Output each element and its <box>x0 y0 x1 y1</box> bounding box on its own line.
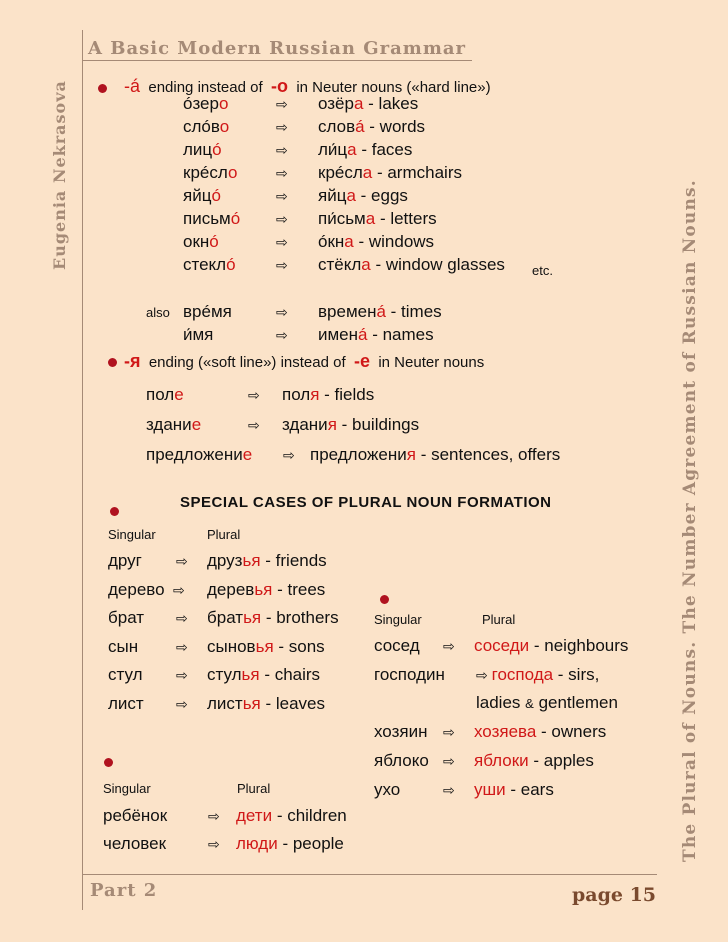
plural-word <box>282 415 419 435</box>
amp-text: & <box>525 696 534 711</box>
plural-word <box>318 140 412 160</box>
word-ending: ья <box>255 636 274 656</box>
singular-word <box>183 186 221 206</box>
word-ending: я <box>327 415 337 434</box>
word-ending: ó <box>212 140 222 159</box>
margin-rule <box>82 30 83 910</box>
word-stem: друз <box>207 551 243 570</box>
singular-word: врéмя <box>183 302 232 321</box>
arrow-icon: ⇨ <box>176 667 188 684</box>
plural-word <box>474 780 554 800</box>
arrow-icon: ⇨ <box>176 610 188 627</box>
word-gloss: - windows <box>353 232 435 251</box>
plural-word <box>318 117 425 137</box>
word-stem: ли́ц <box>318 140 348 159</box>
word-stem: яйц <box>318 186 347 205</box>
word-stem: здани <box>282 415 328 434</box>
chapter-title: The Plural of Nouns. The Number Agreement of Russian Nouns. <box>680 179 700 862</box>
word-gloss: - ears <box>505 780 554 799</box>
word-gloss: - brothers <box>261 608 339 628</box>
word-ending: а <box>361 255 371 274</box>
singular-word: и́мя <box>183 325 214 344</box>
plural-word <box>318 232 434 252</box>
singular-word <box>146 385 184 405</box>
singular-word: хозяин <box>374 722 428 741</box>
word-stem: письм <box>183 209 231 228</box>
singular-word <box>183 140 222 160</box>
etc-label <box>532 259 553 280</box>
plural-word <box>318 163 462 183</box>
word-gloss: - apples <box>528 751 594 770</box>
plural-header: Plural <box>237 781 271 796</box>
word-plural: яблоки <box>474 751 529 770</box>
plural-word <box>474 722 606 742</box>
author-name: Eugenia Nekrasova <box>50 80 69 270</box>
word-plural: люди <box>236 834 278 853</box>
section2-heading <box>124 351 484 372</box>
etc-text: etc. <box>532 263 553 278</box>
word-gloss: - leaves <box>260 694 326 713</box>
bullet-icon <box>104 758 113 767</box>
plural-word <box>318 255 505 275</box>
word-gloss: - names <box>367 325 434 344</box>
page-number: page 15 <box>572 884 657 906</box>
arrow-icon: ⇨ <box>276 234 288 250</box>
word-gloss: - neighbours <box>529 636 629 655</box>
arrow-icon: ⇨ <box>276 96 288 112</box>
word-ending: ья <box>243 608 262 628</box>
word-ending: ья <box>254 579 273 599</box>
word-ending: á <box>358 325 368 344</box>
word-stem: пол <box>282 385 311 404</box>
word-stem: лиц <box>183 140 213 159</box>
plural-word <box>310 445 560 465</box>
word-gloss: - friends <box>260 551 327 570</box>
word-gloss: - fields <box>319 385 375 404</box>
singular-word: человек <box>103 834 167 853</box>
word-stem: дерев <box>207 579 255 599</box>
word-stem: предложени <box>310 445 407 464</box>
bullet-icon <box>98 84 107 93</box>
word-ending: ó <box>209 232 219 251</box>
word-gloss: - lakes <box>363 94 419 113</box>
word-gloss: - trees <box>272 579 326 599</box>
word-plural: уши <box>474 780 506 799</box>
plural-word <box>207 637 325 657</box>
word-ending: ó <box>230 209 241 228</box>
word-ending: ья <box>242 694 261 713</box>
word-ending: á <box>376 302 386 321</box>
arrow-icon: ⇨ <box>208 836 220 852</box>
singular-word <box>146 445 252 465</box>
word-gloss: - times <box>385 302 442 321</box>
arrow-icon: ⇨ <box>443 753 455 769</box>
word-ending: а <box>362 163 373 182</box>
singular-word: господин <box>374 665 445 684</box>
word-ending: а <box>353 94 364 113</box>
section1-heading <box>124 76 491 97</box>
plural-word <box>318 302 442 322</box>
singular-word: стул <box>108 665 143 685</box>
singular-word: сосед <box>374 636 420 655</box>
word-stem: сынов <box>207 636 256 656</box>
plural-word <box>474 751 594 771</box>
plural-word <box>318 94 418 114</box>
word-gloss: - sons <box>273 636 325 656</box>
word-ending: я <box>406 445 416 464</box>
word-stem: лист <box>207 694 243 713</box>
word-ending: ó <box>211 186 221 205</box>
bullet-icon <box>380 595 389 604</box>
arrow-icon: ⇨ <box>176 696 188 712</box>
arrow-icon: ⇨ <box>443 638 455 654</box>
singular-header: Singular <box>374 612 422 627</box>
special-title: SPECIAL CASES OF PLURAL NOUN FORMATION <box>180 494 552 511</box>
footer-rule <box>82 874 657 875</box>
gentlemen-text: gentlemen <box>538 693 618 712</box>
arrow-icon: ⇨ <box>443 724 455 740</box>
plural-word <box>318 186 408 206</box>
word-stem: óкн <box>318 232 345 251</box>
word-stem: óзер <box>183 94 219 113</box>
heading-text: ending («soft line») instead of <box>148 354 346 371</box>
ending-marker: -á <box>124 76 141 96</box>
plural-word <box>318 325 434 345</box>
word-stem: крéсл <box>318 163 363 182</box>
word-stem: предложени <box>146 445 243 464</box>
plural-word <box>207 608 339 628</box>
arrow-icon: ⇨ <box>248 417 260 433</box>
word-gloss: - sirs, <box>553 665 600 684</box>
arrow-icon: ⇨ <box>276 304 288 320</box>
arrow-icon: ⇨ <box>276 211 288 227</box>
arrow-icon: ⇨ <box>276 119 288 135</box>
arrow-icon: ⇨ <box>248 387 260 403</box>
heading-text: ending instead of <box>148 79 263 96</box>
singular-word: брат <box>108 608 145 628</box>
singular-word: ухо <box>374 780 401 799</box>
word-ending: ó <box>226 255 236 274</box>
plural-word <box>207 551 327 571</box>
also-label: also <box>146 305 170 320</box>
word-ending: о <box>219 117 230 136</box>
arrow-icon: ⇨ <box>208 808 220 824</box>
plural-word <box>207 694 325 714</box>
singular-header: Singular <box>108 527 156 542</box>
word-ending: ья <box>241 665 260 685</box>
plural-header: Plural <box>482 612 516 627</box>
word-plural: соседи <box>474 636 530 655</box>
word-gloss: - buildings <box>336 415 420 434</box>
word-gloss: - chairs <box>259 665 321 685</box>
singular-word <box>183 117 229 137</box>
arrow-icon: ⇨ <box>476 667 492 683</box>
word-plural: хозяева <box>474 722 537 741</box>
word-gloss: - letters <box>375 209 437 228</box>
singular-word: яблоко <box>374 751 429 770</box>
word-ending: а <box>365 209 376 228</box>
ending-marker: -е <box>353 351 370 371</box>
bullet-icon <box>110 507 119 516</box>
singular-word: ребёнок <box>103 806 168 825</box>
plural-word <box>207 580 325 600</box>
word-stem: имен <box>318 325 359 344</box>
arrow-icon: ⇨ <box>176 553 188 569</box>
word-ending: е <box>191 415 202 434</box>
word-gloss: - owners <box>536 722 607 741</box>
word-gloss: - sentences, offers <box>415 445 561 464</box>
ladies-gentlemen <box>476 693 618 713</box>
word-ending: е <box>242 445 253 464</box>
singular-word <box>183 209 240 229</box>
word-stem: брат <box>207 608 244 628</box>
word-gloss: - eggs <box>355 186 408 205</box>
word-stem: пол <box>146 385 175 404</box>
word-ending: о <box>218 94 229 113</box>
plural-word <box>282 385 374 405</box>
plural-word <box>236 834 344 854</box>
plural-header: Plural <box>207 527 241 542</box>
bullet-icon <box>108 358 117 367</box>
word-stem: яйц <box>183 186 212 205</box>
book-title: A Basic Modern Russian Grammar <box>88 38 467 59</box>
word-ending: а <box>344 232 354 251</box>
plural-word <box>236 806 347 826</box>
word-ending: á <box>355 117 365 136</box>
part-label: Part 2 <box>90 880 158 901</box>
ending-marker: -о <box>270 76 288 96</box>
header-rule <box>82 60 472 61</box>
arrow-icon: ⇨ <box>443 782 455 798</box>
arrow-icon: ⇨ <box>276 188 288 204</box>
word-gloss: - children <box>272 806 347 825</box>
ending-marker: -я <box>124 351 141 371</box>
plural-word <box>476 665 599 685</box>
word-stem: стул <box>207 665 242 685</box>
singular-word <box>146 415 201 435</box>
word-gloss: - armchairs <box>372 163 462 182</box>
word-plural: господа <box>491 665 554 684</box>
word-gloss: - window glasses <box>370 255 505 274</box>
word-stem: окн <box>183 232 210 251</box>
word-stem: крéсл <box>183 163 228 182</box>
word-stem: времен <box>318 302 377 321</box>
word-plural: дети <box>236 806 273 825</box>
ladies-text: ladies <box>476 693 521 712</box>
word-stem: стёкл <box>318 255 362 274</box>
singular-word <box>183 94 228 114</box>
singular-word <box>183 255 236 275</box>
singular-word: лист <box>108 694 144 713</box>
arrow-icon: ⇨ <box>276 165 288 181</box>
word-ending: а <box>346 186 356 205</box>
singular-word: друг <box>108 551 142 570</box>
singular-word: сын <box>108 636 139 656</box>
word-gloss: - faces <box>356 140 413 159</box>
word-ending: ья <box>242 551 261 570</box>
word-ending: я <box>310 385 320 404</box>
arrow-icon: ⇨ <box>276 142 288 158</box>
word-stem: стекл <box>183 255 227 274</box>
plural-word <box>474 636 628 656</box>
singular-word <box>183 232 219 252</box>
word-gloss: - words <box>364 117 426 136</box>
word-stem: озёр <box>318 94 354 113</box>
plural-word <box>207 665 320 685</box>
word-gloss: - people <box>277 834 344 853</box>
word-stem: пи́сьм <box>318 209 366 228</box>
heading-text: in Neuter nouns <box>378 354 485 371</box>
singular-word: дерево <box>108 579 165 599</box>
word-stem: слов <box>318 117 356 136</box>
word-stem: слóв <box>183 117 220 136</box>
arrow-icon: ⇨ <box>176 638 188 655</box>
arrow-icon: ⇨ <box>173 581 185 598</box>
word-ending: о <box>227 163 238 182</box>
word-ending: е <box>174 385 184 404</box>
arrow-icon: ⇨ <box>276 327 288 343</box>
heading-text: in Neuter nouns («hard line») <box>296 79 491 96</box>
plural-word <box>318 209 437 229</box>
singular-word <box>183 163 237 183</box>
singular-header: Singular <box>103 781 151 796</box>
word-stem: здани <box>146 415 192 434</box>
arrow-icon: ⇨ <box>283 447 295 463</box>
word-ending: а <box>347 140 357 159</box>
arrow-icon: ⇨ <box>276 257 288 273</box>
